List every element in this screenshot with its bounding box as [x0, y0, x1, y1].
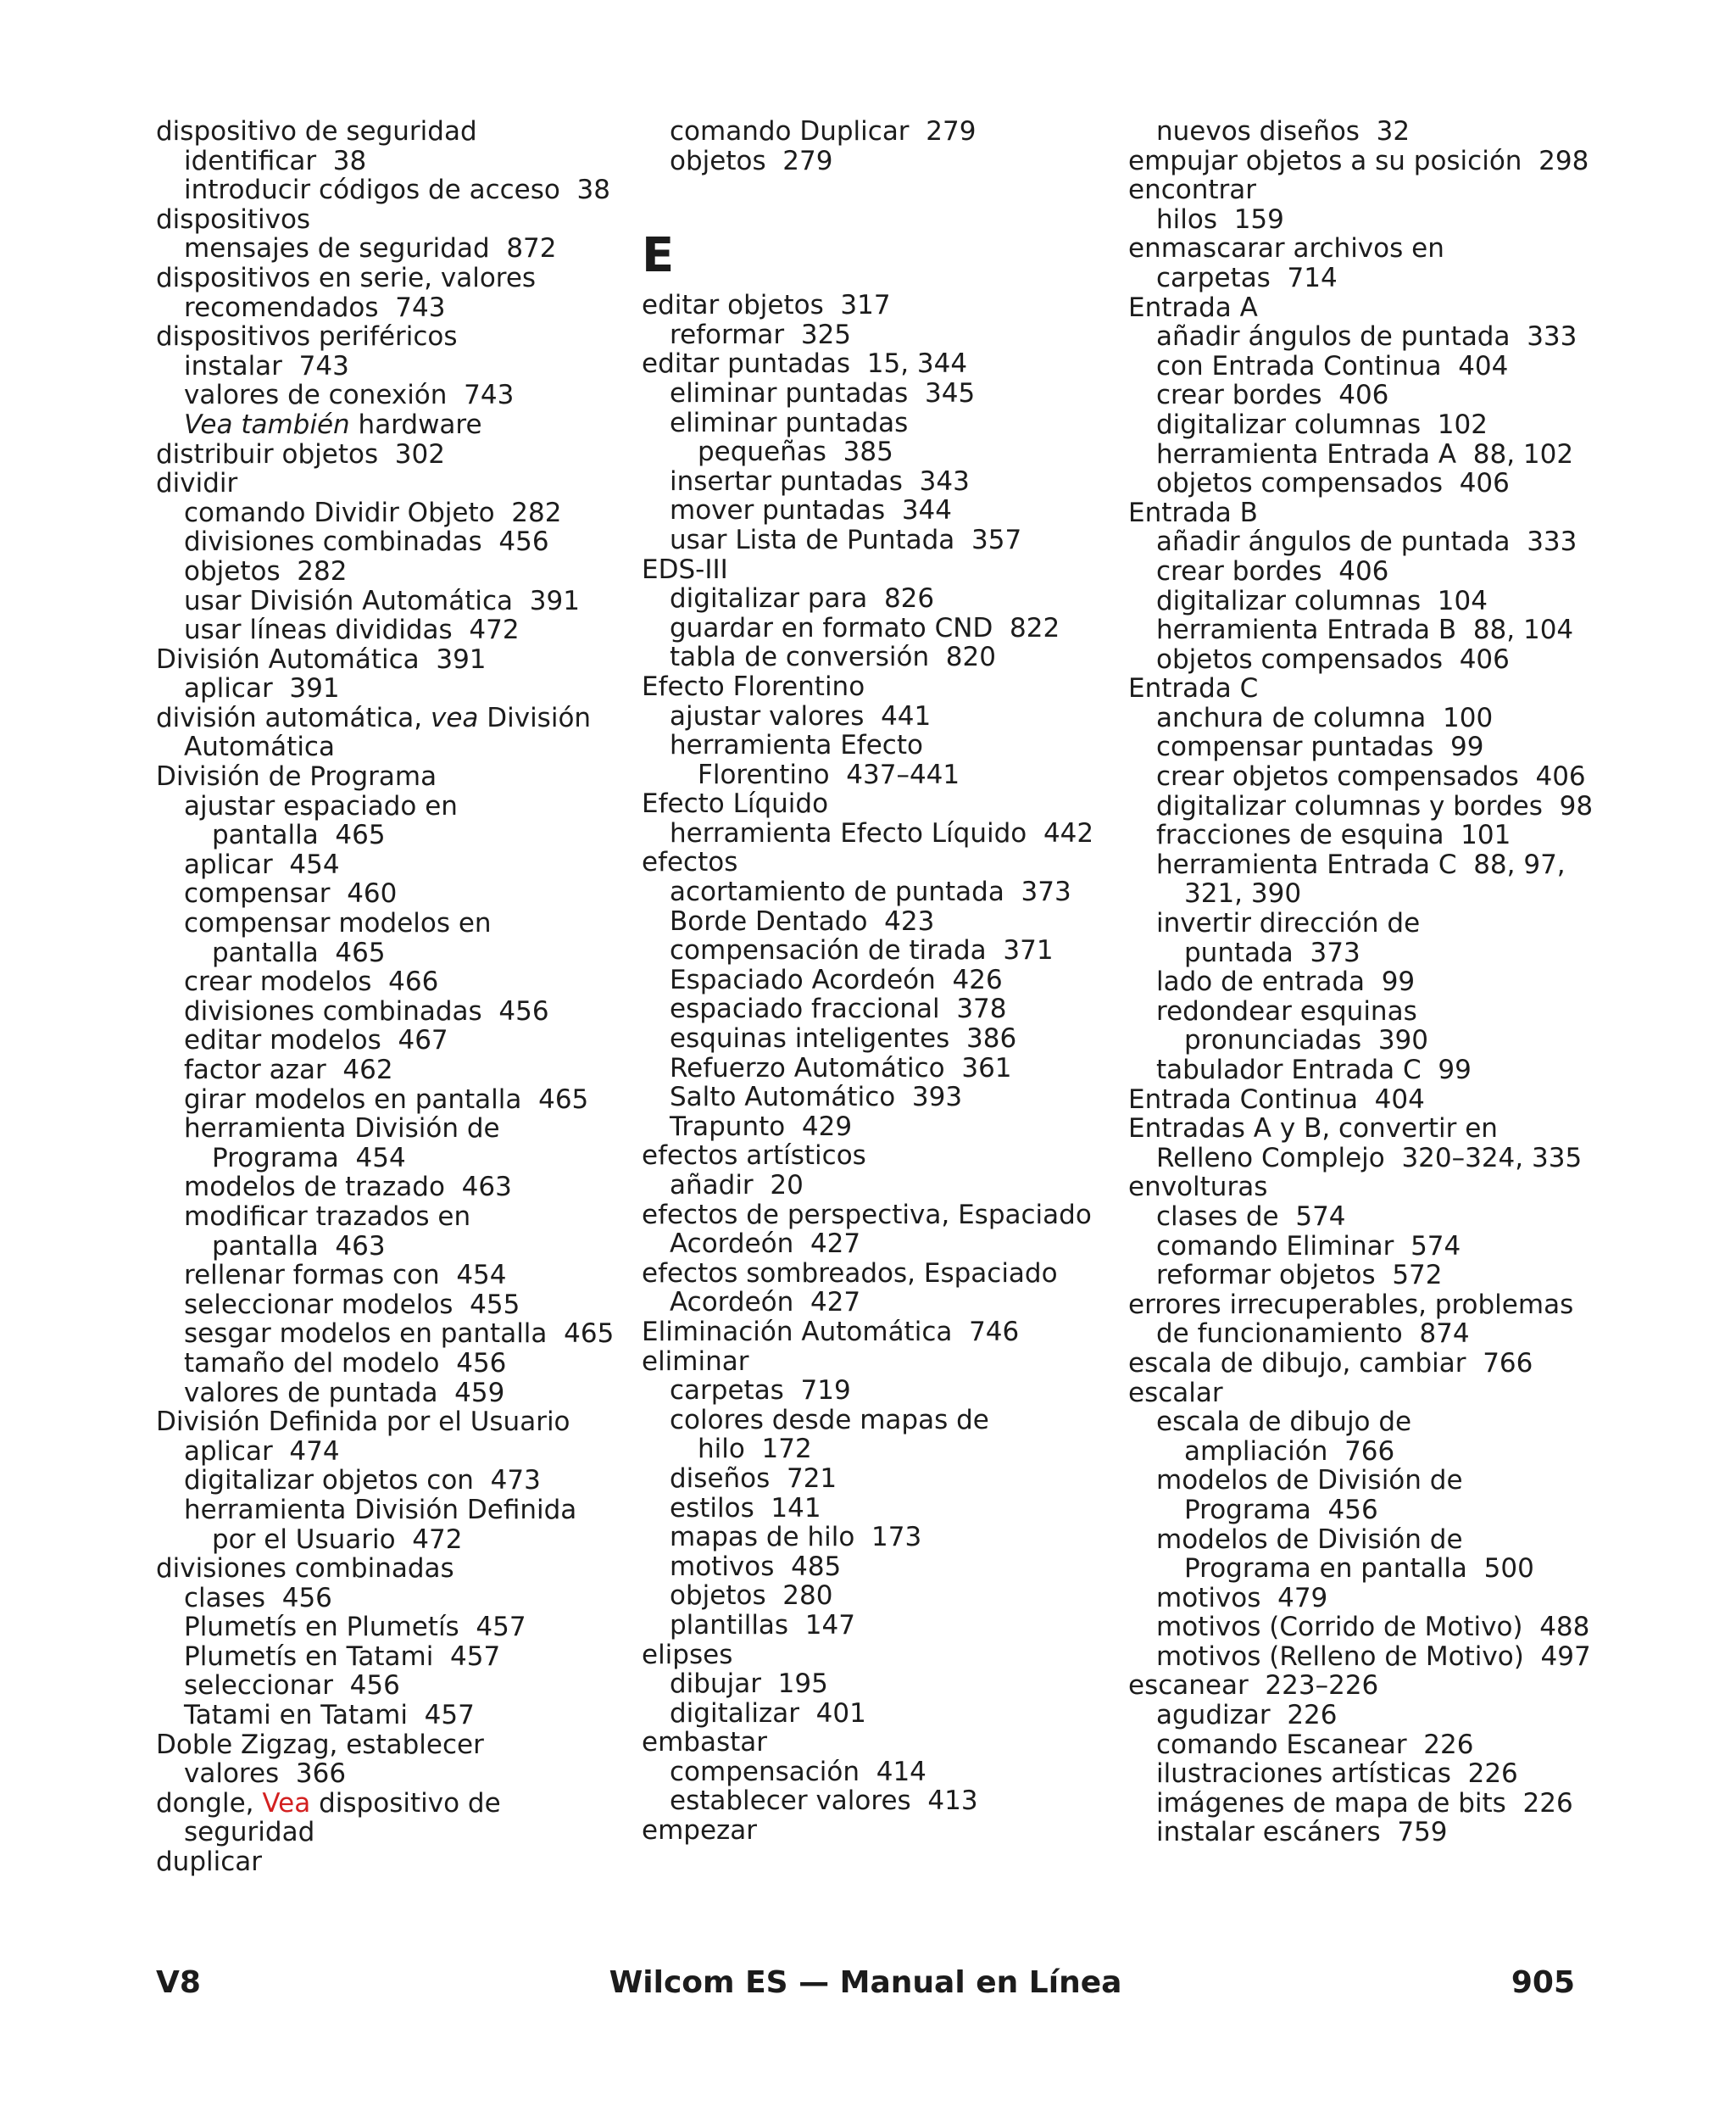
index-subentry: valores de conexión 743	[184, 380, 515, 411]
index-entry: Efecto Líquido	[642, 788, 829, 820]
index-entry: Efecto Florentino	[642, 671, 865, 702]
index-subentry: Acordeón 427	[670, 1287, 861, 1318]
index-subentry: reformar objetos 572	[1156, 1260, 1443, 1291]
index-subentry: objetos 282	[184, 555, 348, 587]
index-subentry: de funcionamiento 874	[1156, 1318, 1470, 1350]
index-subentry: insertar puntadas 343	[670, 465, 970, 497]
index-entry: elipses	[642, 1639, 733, 1670]
index-subentry: objetos compensados 406	[1156, 643, 1510, 675]
index-subentry: herramienta Efecto	[670, 730, 923, 761]
index-subentry: anchura de columna 100	[1156, 702, 1494, 733]
index-subentry: digitalizar 401	[670, 1697, 866, 1729]
index-subentry: aplicar 474	[184, 1435, 340, 1467]
index-subentry: identificar 38	[184, 145, 367, 176]
index-subentry: compensación 414	[670, 1756, 926, 1787]
index-subentry: tabulador Entrada C 99	[1156, 1055, 1472, 1085]
index-subentry: compensación de tirada 371	[670, 935, 1054, 967]
index-subentry: sesgar modelos en pantalla 465	[184, 1318, 615, 1350]
index-subentry: compensar modelos en	[184, 908, 492, 939]
index-entry: enmascarar archivos en	[1128, 233, 1444, 265]
footer-title: Wilcom ES — Manual en Línea	[609, 1965, 1122, 2000]
index-subentry: agudizar 226	[1156, 1700, 1338, 1731]
index-subentry: clases 456	[184, 1582, 332, 1613]
index-subentry: objetos 279	[670, 145, 833, 176]
footer-page-number: 905	[1511, 1965, 1575, 2000]
index-subentry: eliminar puntadas 345	[670, 377, 976, 409]
index-subentry: invertir dirección de	[1156, 908, 1421, 939]
index-subentry: Programa 454	[212, 1142, 406, 1173]
index-subentry: colores desde mapas de	[670, 1404, 989, 1435]
index-entry: dividir	[156, 468, 238, 499]
index-subentry: dibujar 195	[670, 1669, 828, 1700]
index-subentry: eliminar puntadas	[670, 407, 909, 438]
index-column-3	[1128, 117, 1637, 1847]
index-subentry: instalar 743	[184, 350, 349, 382]
index-subentry: Trapunto 429	[670, 1111, 853, 1142]
index-subentry: objetos compensados 406	[1156, 468, 1510, 499]
index-subentry: Plumetís en Plumetís 457	[184, 1612, 526, 1643]
index-subentry: tabla de conversión 820	[670, 642, 996, 673]
index-subentry: establecer valores 413	[670, 1786, 978, 1817]
index-subentry: herramienta Entrada A 88, 102	[1156, 438, 1574, 470]
index-subentry: pantalla 463	[212, 1230, 386, 1262]
index-entry: escalar	[1128, 1377, 1223, 1408]
index-entry	[156, 704, 631, 733]
page-footer	[156, 1965, 1575, 2008]
index-subentry: lado de entrada 99	[1156, 967, 1416, 998]
index-subentry: rellenar formas con 454	[184, 1260, 507, 1291]
index-subentry: digitalizar columnas 104	[1156, 585, 1488, 616]
see-also-label: Vea también	[184, 409, 350, 440]
index-subentry: compensar 460	[184, 878, 398, 910]
index-subentry: usar División Automática 391	[184, 585, 580, 616]
index-subentry: modelos de División de	[1156, 1524, 1463, 1555]
index-entry: dispositivos periféricos	[156, 321, 458, 353]
index-subentry: herramienta División de	[184, 1113, 500, 1145]
index-column-2-continued	[642, 117, 1116, 175]
index-subentry: 321, 390	[1184, 878, 1302, 910]
index-subentry: modelos de trazado 463	[184, 1172, 512, 1203]
index-subentry: comando Duplicar 279	[670, 116, 976, 147]
index-entry: divisiones combinadas	[156, 1553, 454, 1585]
index-subentry: esquinas inteligentes 386	[670, 1023, 1017, 1055]
index-subentry: Refuerzo Automático 361	[670, 1052, 1012, 1084]
index-subentry: comando Eliminar 574	[1156, 1230, 1461, 1262]
index-subentry	[156, 410, 631, 440]
footer-version: V8	[156, 1965, 201, 2000]
index-entry: Entrada C	[1128, 673, 1259, 705]
index-subentry: tamaño del modelo 456	[184, 1347, 507, 1379]
index-subentry: objetos 280	[670, 1580, 833, 1612]
index-entry: empujar objetos a su posición 298	[1128, 145, 1589, 176]
index-subentry: Espaciado Acordeón 426	[670, 964, 1003, 995]
index-subentry: mapas de hilo 173	[670, 1522, 922, 1553]
index-subentry: aplicar 454	[184, 849, 340, 880]
index-entry: envolturas	[1128, 1172, 1268, 1203]
index-subentry: Plumetís en Tatami 457	[184, 1641, 501, 1672]
index-subentry: recomendados 743	[184, 292, 446, 323]
index-subentry: guardar en formato CND 822	[670, 612, 1060, 643]
index-subentry: herramienta Entrada B 88, 104	[1156, 615, 1574, 646]
index-subentry: crear modelos 466	[184, 967, 439, 998]
index-subentry: Programa en pantalla 500	[1184, 1553, 1534, 1585]
index-subentry: pequeñas 385	[698, 437, 893, 468]
index-subentry: mensajes de seguridad 872	[184, 233, 557, 265]
index-entry: efectos sombreados, Espaciado	[642, 1257, 1058, 1289]
index-entry: editar puntadas 15, 344	[642, 348, 968, 380]
index-entry: eliminar	[642, 1345, 749, 1377]
index-subentry: motivos (Corrido de Motivo) 488	[1156, 1612, 1590, 1643]
index-entry: Doble Zigzag, establecer	[156, 1729, 484, 1760]
index-subentry: digitalizar columnas 102	[1156, 409, 1488, 440]
index-subentry: pantalla 465	[212, 937, 386, 968]
index-entry: dispositivo de seguridad	[156, 116, 477, 147]
index-subentry: reformar 325	[670, 319, 852, 350]
index-subentry: crear bordes 406	[1156, 555, 1389, 587]
index-subentry: añadir 20	[670, 1170, 804, 1201]
index-subentry: motivos (Relleno de Motivo) 497	[1156, 1641, 1591, 1672]
index-subentry: herramienta Efecto Líquido 442	[670, 817, 1094, 849]
index-subentry: espaciado fraccional 378	[670, 994, 1007, 1025]
index-subentry: fracciones de esquina 101	[1156, 820, 1511, 851]
index-entry: dispositivos	[156, 203, 311, 235]
index-subentry: digitalizar para 826	[670, 583, 935, 615]
index-subentry: nuevos diseños 32	[1156, 116, 1410, 147]
index-entry: Entrada A	[1128, 292, 1258, 323]
index-subentry: Florentino 437–441	[698, 759, 960, 790]
see-reference-link[interactable]: Vea	[262, 1787, 311, 1819]
index-entry: División Definida por el Usuario	[156, 1407, 570, 1438]
index-subentry: usar líneas divididas 472	[184, 615, 520, 646]
index-entry: efectos artísticos	[642, 1140, 866, 1172]
index-entry: distribuir objetos 302	[156, 438, 445, 470]
index-subentry: divisiones combinadas 456	[184, 526, 549, 558]
index-subentry: usar Lista de Puntada 357	[670, 524, 1022, 555]
index-subentry: imágenes de mapa de bits 226	[1156, 1787, 1573, 1819]
index-subentry: hilo 172	[698, 1434, 812, 1465]
index-subentry: digitalizar objetos con 473	[184, 1465, 541, 1496]
index-entry: efectos	[642, 847, 738, 878]
index-subentry: Salto Automático 393	[670, 1082, 963, 1113]
index-subentry: crear bordes 406	[1156, 380, 1389, 411]
index-subentry: ajustar espaciado en	[184, 790, 458, 822]
index-entry: errores irrecuperables, problemas	[1128, 1289, 1574, 1320]
index-entry: EDS-III	[642, 554, 728, 585]
index-subentry: pronunciadas 390	[1184, 1025, 1429, 1056]
index-entry: Entrada B	[1128, 497, 1258, 528]
index-entry: efectos de perspectiva, Espaciado	[642, 1199, 1092, 1230]
index-column-2-entries	[642, 291, 1116, 1845]
index-subentry: con Entrada Continua 404	[1156, 350, 1509, 382]
section-heading-letter: E	[642, 228, 675, 284]
index-subentry: comando Dividir Objeto 282	[184, 497, 562, 528]
index-subentry: pantalla 465	[212, 820, 386, 851]
index-subentry: seguridad	[184, 1817, 315, 1848]
index-subentry: escala de dibujo de	[1156, 1407, 1412, 1438]
index-entry: Eliminación Automática 746	[642, 1316, 1020, 1347]
index-entry: dispositivos en serie, valores	[156, 262, 537, 293]
index-subentry: introducir códigos de acceso 38	[184, 175, 611, 206]
index-subentry: modelos de División de	[1156, 1465, 1463, 1496]
entry-text: hardware	[349, 409, 482, 440]
index-subentry: girar modelos en pantalla 465	[184, 1084, 589, 1115]
index-subentry: herramienta División Definida	[184, 1494, 577, 1525]
index-entry: Entrada Continua 404	[1128, 1084, 1425, 1115]
index-subentry: comando Escanear 226	[1156, 1729, 1474, 1760]
see-also-label: vea	[430, 702, 479, 733]
index-subentry: plantillas 147	[670, 1609, 855, 1641]
index-subentry: Borde Dentado 423	[670, 905, 935, 937]
index-entry: editar objetos 317	[642, 290, 891, 321]
index-subentry: estilos 141	[670, 1492, 821, 1524]
entry-text: dispositivo de	[310, 1787, 501, 1819]
index-subentry: motivos 479	[1156, 1582, 1328, 1613]
index-subentry: Tatami en Tatami 457	[184, 1700, 475, 1731]
index-subentry: valores de puntada 459	[184, 1377, 505, 1408]
index-entry: División de Programa	[156, 761, 437, 793]
index-subentry: instalar escáners 759	[1156, 1817, 1448, 1848]
index-subentry: Programa 456	[1184, 1494, 1378, 1525]
index-subentry: modificar trazados en	[184, 1201, 471, 1232]
index-subentry: Acordeón 427	[670, 1228, 861, 1260]
index-subentry: compensar puntadas 99	[1156, 732, 1484, 763]
index-subentry: hilos 159	[1156, 203, 1284, 235]
index-subentry: editar modelos 467	[184, 1025, 448, 1056]
index-subentry: seleccionar modelos 455	[184, 1289, 520, 1320]
index-subentry: Automática	[184, 732, 335, 763]
index-entry: Entradas A y B, convertir en	[1128, 1113, 1498, 1145]
index-subentry: seleccionar 456	[184, 1670, 400, 1702]
index-subentry: factor azar 462	[184, 1055, 393, 1085]
index-subentry: divisiones combinadas 456	[184, 995, 549, 1027]
index-subentry: acortamiento de puntada 373	[670, 877, 1071, 908]
index-subentry: diseños 721	[670, 1462, 837, 1494]
index-entry: División Automática 391	[156, 643, 487, 675]
index-subentry: crear objetos compensados 406	[1156, 761, 1586, 793]
index-entry: encontrar	[1128, 175, 1257, 206]
index-entry	[156, 1789, 631, 1819]
index-subentry: Relleno Complejo 320–324, 335	[1156, 1142, 1583, 1173]
index-subentry: carpetas 714	[1156, 262, 1338, 293]
index-subentry: redondear esquinas	[1156, 995, 1417, 1027]
index-subentry: digitalizar columnas y bordes 98	[1156, 790, 1594, 822]
index-subentry: ampliación 766	[1184, 1435, 1395, 1467]
index-subentry: ajustar valores 441	[670, 700, 932, 732]
index-subentry: carpetas 719	[670, 1375, 851, 1407]
index-entry: escanear 223–226	[1128, 1670, 1379, 1702]
index-entry: embastar	[642, 1727, 767, 1758]
index-subentry: motivos 485	[670, 1551, 842, 1582]
index-subentry: ilustraciones artísticas 226	[1156, 1758, 1518, 1790]
entry-text: División	[478, 702, 592, 733]
index-entry: duplicar	[156, 1847, 263, 1878]
section-spacer	[642, 175, 1116, 226]
index-subentry: añadir ángulos de puntada 333	[1156, 526, 1577, 558]
index-column-2	[642, 117, 1116, 1846]
index-subentry: puntada 373	[1184, 937, 1360, 968]
index-subentry: aplicar 391	[184, 673, 340, 705]
index-entry: escala de dibujo, cambiar 766	[1128, 1347, 1533, 1379]
index-subentry: valores 366	[184, 1758, 347, 1790]
entry-text: dongle,	[156, 1787, 263, 1819]
entry-text: división automática,	[156, 702, 431, 733]
index-subentry: por el Usuario 472	[212, 1524, 463, 1555]
index-column-1	[156, 117, 631, 1877]
index-subentry: añadir ángulos de puntada 333	[1156, 321, 1577, 353]
index-subentry: herramienta Entrada C 88, 97,	[1156, 849, 1566, 880]
index-entry: empezar	[642, 1815, 758, 1847]
index-subentry: mover puntadas 344	[670, 495, 953, 526]
index-subentry: clases de 574	[1156, 1201, 1346, 1232]
